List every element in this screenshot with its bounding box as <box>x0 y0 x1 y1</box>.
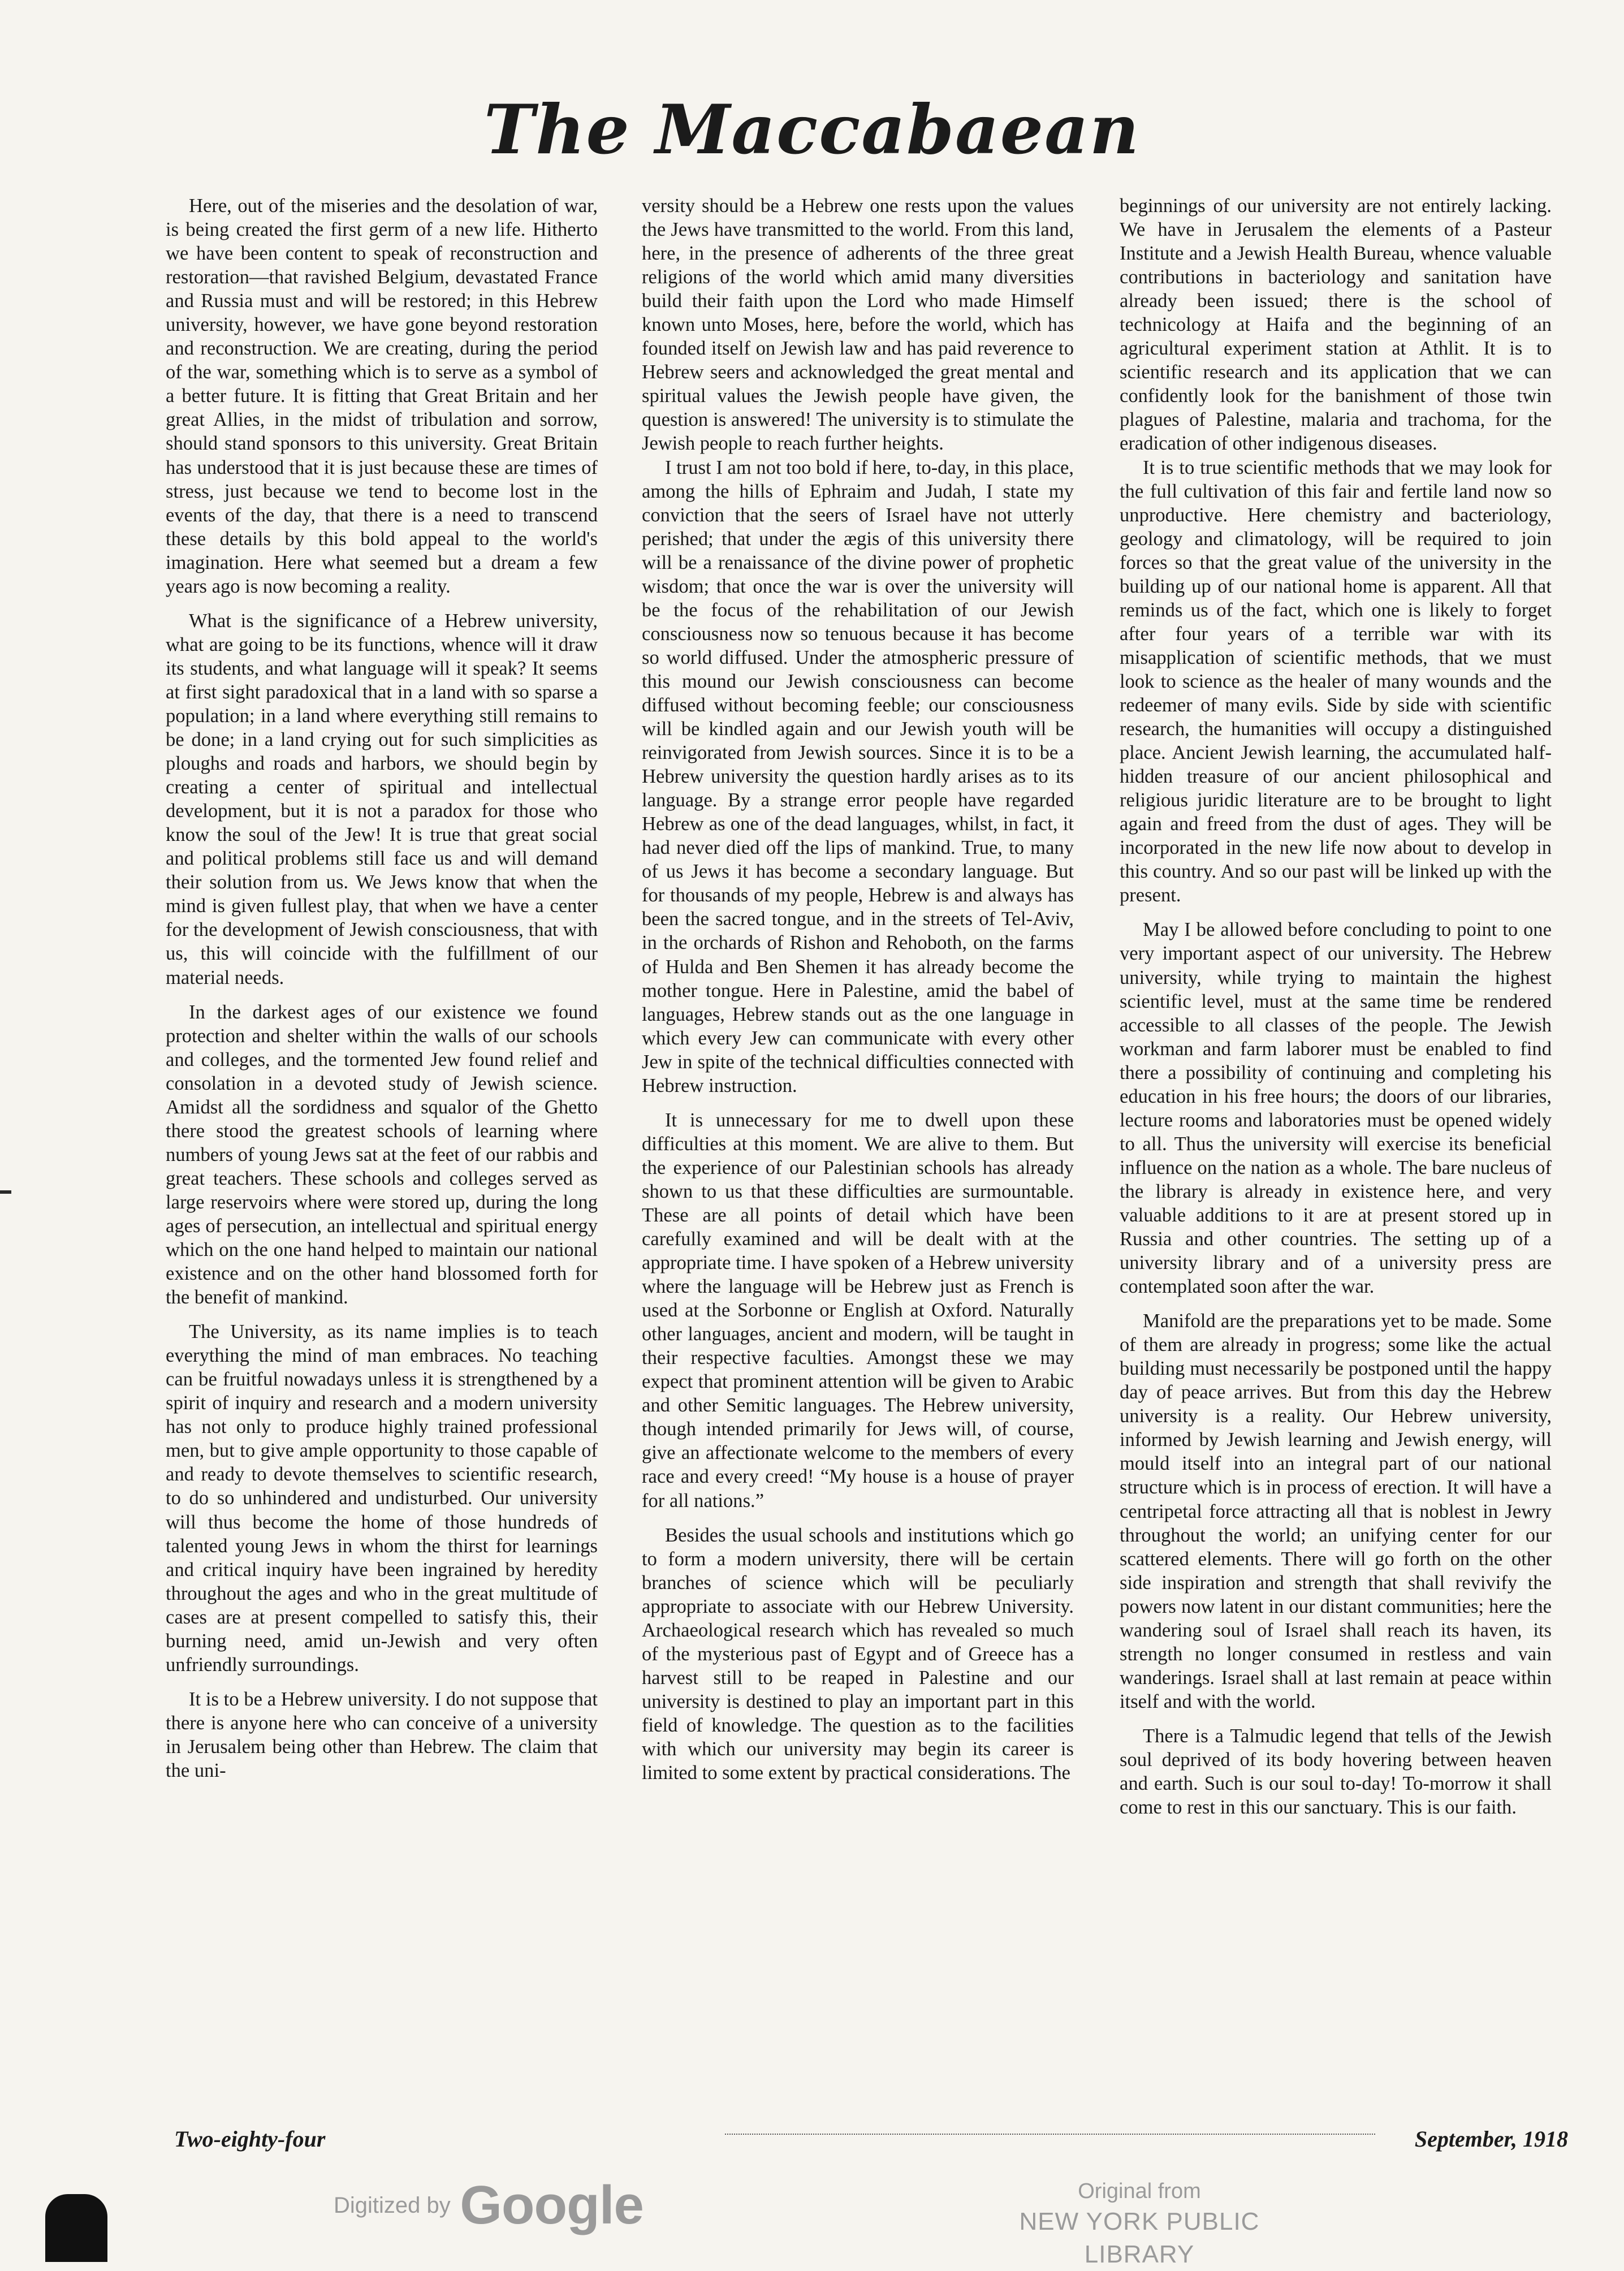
page-number-label: Two-eighty-four <box>174 2126 326 2152</box>
original-from-text: Original from <box>1078 2179 1201 2203</box>
original-from-watermark <box>973 2177 1306 2271</box>
paragraph: It is to true scientific methods that we may look for the full cultivation of this fair and fertile land now so unproductive. Here chemistry and bacteriology, geology and climatology, will be required to join forces so that the great value of the university in the building up of our national home is apparent. All that reminds us of the fact, which one is likely to forget after four years of a terrible war with its misapplication of scientific methods, that we must look to science as the healer of many wounds and the redeemer of many evils. Side by side with scientific research, the humanities will occupy a distinguished place. Ancient Jewish learning, the accumulated half-hidden treasure of our ancient philosophical and religious juridic literature are to be brought to light again and freed from the dust of ages. They will be incorporated in the new life now about to develop in this country. And so our past will be linked up with the present. <box>1120 456 1552 906</box>
library-name: NEW YORK PUBLIC LIBRARY <box>1019 2208 1260 2268</box>
paragraph: beginnings of our university are not entirely lacking. We have in Jerusalem the elements of a Pasteur Institute and a Jewish Health Bureau, whence valuable contributions in bacteriology and sanitation have already been issued; there is the school of technicology at Haifa and the beginning of an agricultural experiment station at Athlit. It is to scientific research and its application that we can confidently look for the banishment of those twin plagues of Palestine, malaria and trachoma, for the eradication of other indigenous diseases. <box>1120 195 1552 455</box>
paragraph: It is to be a Hebrew university. I do not suppose that there is anyone here who can conceive of a university in Jerusalem being other than Hebrew. The claim that the uni- <box>166 1688 598 1781</box>
paragraph: Besides the usual schools and institutions which go to form a modern university, there will be certain branches of science which will be peculiarly appropriate to associate with our Hebrew University. Archaeological research which has revealed so much of the mysterious past of Egypt and of Greece has a harvest still to be reaped in Palestine and our university is destined to play an important part in this field of knowledge. The question as to the facilities with which our university may begin its career is limited to some extent by practical considerations. The <box>642 1524 1074 1784</box>
paragraph: Here, out of the miseries and the desolation of war, is being created the first germ of a new life. Hitherto we have been content to speak of reconstruction and restoration—that ravished Belgium, devastated France and Russia must and will be restored; in this Hebrew university, however, we have gone beyond restoration and reconstruction. We are creating, during the period of the war, something which is to serve as a symbol of a better future. It is fitting that Great Britain and her great Allies, in the midst of tribulation and sorrow, should stand sponsors to this university. Great Britain has understood that it is just because these are times of stress, just because we tend to become lost in the events of the day, that there is a need to transcend these details by this bold appeal to the world's imagination. Here what seemed but a dream a few years ago is now becoming a reality. <box>166 195 598 597</box>
paragraph: I trust I am not too bold if here, to-day, in this place, among the hills of Ephraim and Judah, I state my conviction that the seers of Israel have not utterly perished; that under the ægis of this university there will be a renaissance of the divine power of prophetic wisdom; that once the war is over the university will be the focus of the rehabilitation of our Jewish consciousness now so tenuous because it has become so world diffused. Under the atmospheric pressure of this mound our Jewish consciousness can become diffused without becoming feeble; our consciousness will be kindled again and our Jewish youth will be reinvigorated from Jewish sources. Since it is to be a Hebrew university the question hardly arises as to its language. By a strange error people have regarded Hebrew as one of the dead languages, whilst, in fact, it had never died off the lips of mankind. True, to many of us Jews it has become a secondary language. But for thousands of my people, Hebrew is and always has been the sacred tongue, and in the streets of Tel-Aviv, in the orchards of Rishon and Rehoboth, on the farms of Hulda and Ben Shemen it has already become the mother tongue. Here in Palestine, amid the babel of languages, Hebrew stands out as the one language in which every Jew can communicate with every other Jew in spite of the technical difficulties connected with Hebrew instruction. <box>642 456 1074 1096</box>
paragraph: Manifold are the preparations yet to be made. Some of them are already in progress; some like the actual building must necessarily be postponed until the happy day of peace arrives. But from this day the Hebrew university is a reality. Our Hebrew university, informed by Jewish learning and Jewish energy, will mould itself into an integral part of our national structure which is in process of erection. It will have a centripetal force attracting all that is noblest in Jewry throughout the world; an unifying center for our scattered elements. There will go forth on the other side inspiration and strength that shall revivify the powers now latent in our distant communities; here the wandering soul of Israel shall reach its haven, its strength no longer consumed in restless and vain wanderings. Israel shall at last remain at peace within itself and with the world. <box>1120 1310 1552 1712</box>
paragraph: In the darkest ages of our existence we found protection and shelter within the walls of our schools and colleges, and the tormented Jew found relief and consolation in a devoted study of Jewish science. Amidst all the sordidness and squalor of the Ghetto there stood the greatest schools of learning where numbers of young Jews sat at the feet of our rabbis and great teachers. These schools and colleges served as large reservoirs where were stored up, during the long ages of persecution, an intellectual and spiritual energy which on the one hand helped to maintain our national existence and on the other hand blossomed forth for the benefit of mankind. <box>166 1001 598 1309</box>
article-column-3 <box>1120 194 1552 2097</box>
paragraph: versity should be a Hebrew one rests upon the values the Jews have transmitted to the world. From this land, here, in the presence of adherents of the three great religions of the world which amid many diversities build their faith upon the Lord who made Himself known unto Moses, here, before the world, which has founded itself on Jewish law and has paid reverence to Hebrew seers and acknowledged the great mental and spiritual values the Jewish people have given, the question is answered! The university is to stimulate the Jewish people to reach further heights. <box>642 195 1074 455</box>
paragraph: There is a Talmudic legend that tells of the Jewish soul deprived of its body hovering between heaven and earth. Such is our soul to-day! To-morrow it shall come to rest in this our sanctuary. This is our faith. <box>1120 1725 1552 1819</box>
digitized-by-text: Digitized by <box>334 2193 451 2218</box>
issue-date: September, 1918 <box>1414 2126 1568 2152</box>
google-logo: Google <box>460 2175 643 2235</box>
footer-rule <box>725 2134 1375 2135</box>
binding-shadow <box>45 2194 107 2262</box>
page-edge-mark <box>0 1190 11 1194</box>
paragraph: The University, as its name implies is to teach everything the mind of man embraces. No teaching can be fruitful nowadays unless it is strengthened by a spirit of inquiry and research and a modern university has not only to produce highly trained professional men, but to give ample opportunity to those capable of and ready to devote themselves to scientific research, to do so unhindered and undisturbed. Our university will thus become the home of those hundreds of talented young Jews in whom the thirst for learnings and critical inquiry have been ingrained by heredity throughout the ages and who in the great multitude of cases are at present compelled to satisfy this, their burning need, amid un-Jewish and very often unfriendly surroundings. <box>166 1321 598 1676</box>
digitized-by-watermark <box>334 2174 643 2237</box>
paragraph: May I be allowed before concluding to point to one very important aspect of our university. The Hebrew university, while trying to maintain the highest scientific level, must at the same time be rendered accessible to all classes of the people. The Jewish workman and farm laborer must be enabled to find there a possibility of continuing and completing his education in his free hours; the doors of our libraries, lecture rooms and laboratories must be opened widely to all. Thus the university will exercise its beneficial influence on the nation as a whole. The bare nucleus of the library is already in existence here, and very valuable additions to it are at present stored up in Russia and other countries. The setting up of a university library and of a university press are contemplated soon after the war. <box>1120 919 1552 1298</box>
article-column-2 <box>642 194 1074 2097</box>
masthead-title: The Maccabaean <box>483 90 1141 170</box>
paragraph: It is unnecessary for me to dwell upon these difficulties at this moment. We are alive to them. But the experience of our Palestinian schools has already shown to us that these difficulties are surmountable. These are all points of detail which have been carefully examined and will be dealt with at the appropriate time. I have spoken of a Hebrew university where the language will be Hebrew just as French is used at the Sorbonne or English at Oxford. Naturally other languages, ancient and modern, will be taught in their respective faculties. Amongst these we may expect that prominent attention will be given to Arabic and other Semitic languages. The Hebrew university, though intended primarily for Jews will, of course, give an affectionate welcome to the members of every race and every creed! “My house is a house of prayer for all nations.” <box>642 1109 1074 1512</box>
article-column-1 <box>166 194 598 2097</box>
paragraph: What is the significance of a Hebrew university, what are going to be its functions, whence will it draw its students, and what language will it speak? It seems at first sight paradoxical that in a land with so sparse a population; in a land where everything still remains to be done; in a land crying out for such simplicities as ploughs and roads and harbors, we should begin by creating a center of spiritual and intellectual development, but it is not a paradox for those who know the soul of the Jew! It is true that great social and political problems still face us and will demand their solution from us. We Jews know that when the mind is given fullest play, that when we have a center for the development of Jewish consciousness, that with us, this will coincide with the fulfillment of our material needs. <box>166 610 598 988</box>
